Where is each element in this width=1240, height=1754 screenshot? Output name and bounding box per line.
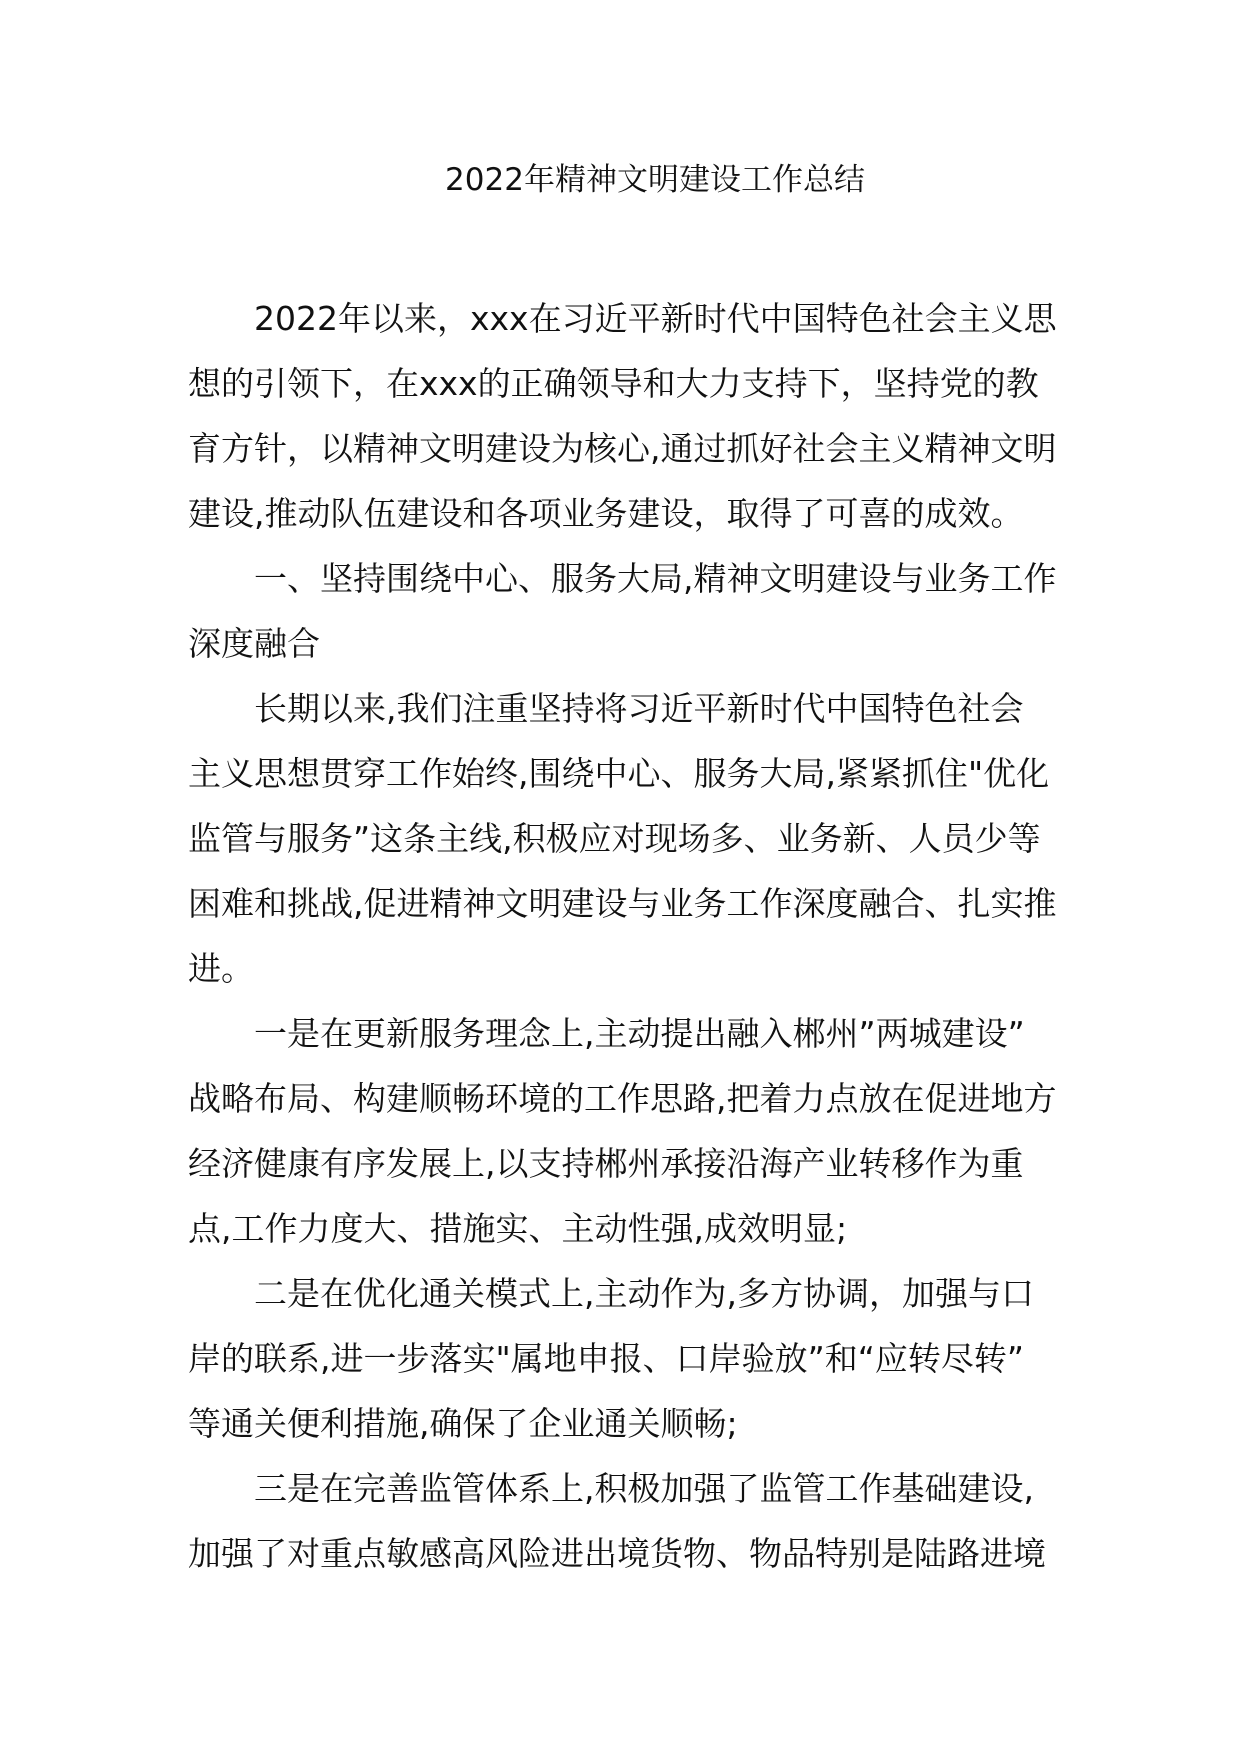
section-heading-line: 一、坚持围绕中心、服务大局,精神文明建设与业务工作: [254, 559, 1057, 598]
text-line: 经济健康有序发展上,以支持郴州承接沿海产业转移作为重: [188, 1144, 1024, 1183]
document-title: 2022年精神文明建设工作总结: [445, 162, 865, 198]
text-line: 监管与服务”这条主线,积极应对现场多、业务新、人员少等: [188, 819, 1041, 858]
text-line: 战略布局、构建顺畅环境的工作思路,把着力点放在促进地方: [188, 1079, 1057, 1118]
text-line: 想的引领下，在xxx的正确领导和大力支持下，坚持党的教: [188, 364, 1039, 403]
text-line: 三是在完善监管体系上,积极加强了监管工作基础建设,: [254, 1469, 1034, 1508]
text-line: 长期以来,我们注重坚持将习近平新时代中国特色社会: [254, 689, 1024, 728]
text-line: 点,工作力度大、措施实、主动性强,成效明显;: [188, 1209, 848, 1248]
text-line: 进。: [188, 949, 254, 988]
document-body: [188, 286, 1058, 1586]
text-line: 等通关便利措施,确保了企业通关顺畅;: [188, 1404, 738, 1443]
text-line: 一是在更新服务理念上,主动提出融入郴州”两城建设”: [254, 1014, 1025, 1053]
section-heading-line: 深度融合: [188, 624, 320, 663]
text-line: 育方针，以精神文明建设为核心,通过抓好社会主义精神文明: [188, 429, 1057, 468]
text-line: 建设,推动队伍建设和各项业务建设，取得了可喜的成效。: [188, 494, 1024, 533]
text-line: 加强了对重点敏感高风险进出境货物、物品特别是陆路进境: [188, 1534, 1046, 1573]
text-line: 2022年以来，xxx在习近平新时代中国特色社会主义思: [254, 299, 1057, 338]
text-line: 岸的联系,进一步落实"属地申报、口岸验放”和“应转尽转”: [188, 1339, 1024, 1378]
text-line: 困难和挑战,促进精神文明建设与业务工作深度融合、扎实推: [188, 884, 1057, 923]
text-line: 主义思想贯穿工作始终,围绕中心、服务大局,紧紧抓住"优化: [188, 754, 1050, 793]
text-line: 二是在优化通关模式上,主动作为,多方协调，加强与口: [254, 1274, 1034, 1313]
